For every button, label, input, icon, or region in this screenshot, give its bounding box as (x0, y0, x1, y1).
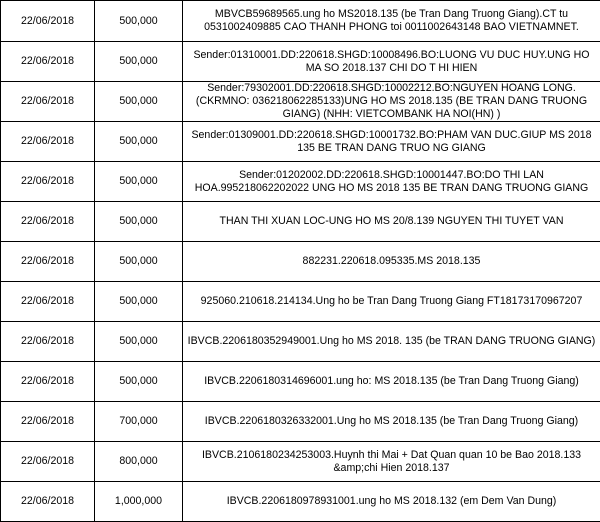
date-cell: 22/06/2018 (1, 402, 95, 442)
date-cell: 22/06/2018 (1, 42, 95, 82)
amount-cell: 500,000 (95, 242, 183, 282)
table-row (1, 162, 600, 202)
date-cell: 22/06/2018 (1, 202, 95, 242)
description-cell: IBVCB.2206180978931001.ung ho MS 2018.132 (em Dem Van Dung) (183, 482, 600, 522)
description-cell: Sender:01310001.DD:220618.SHGD:10008496.BO:LUONG VU DUC HUY.UNG HO MA SO 2018.137 CHI DO T HI HIEN (183, 42, 600, 82)
description-cell: Sender:01202002.DD:220618.SHGD:10001447.BO:DO THI LAN HOA.995218062202022 UNG HO MS 2018 135 BE TRAN DANG TRUONG GIANG (183, 162, 600, 202)
description-cell: THAN THI XUAN LOC-UNG HO MS 20/8.139 NGUYEN THI TUYET VAN (183, 202, 600, 242)
date-cell: 22/06/2018 (1, 482, 95, 522)
amount-cell: 700,000 (95, 402, 183, 442)
table-row (1, 282, 600, 322)
date-cell: 22/06/2018 (1, 1, 95, 42)
table-row (1, 122, 600, 162)
amount-cell: 500,000 (95, 162, 183, 202)
date-cell: 22/06/2018 (1, 282, 95, 322)
table-row (1, 1, 600, 42)
table-row (1, 242, 600, 282)
amount-cell: 800,000 (95, 442, 183, 482)
amount-cell: 1,000,000 (95, 482, 183, 522)
table-row (1, 202, 600, 242)
amount-cell: 500,000 (95, 282, 183, 322)
amount-cell: 500,000 (95, 202, 183, 242)
table-row (1, 442, 600, 482)
description-cell: IBVCB.2206180314696001.ung ho: MS 2018.135 (be Tran Dang Truong Giang) (183, 362, 600, 402)
description-cell: IBVCB.2206180326332001.Ung ho MS 2018.135 (be Tran Dang Truong Giang) (183, 402, 600, 442)
table-row (1, 402, 600, 442)
description-cell: 925060.210618.214134.Ung ho be Tran Dang Truong Giang FT18173170967207 (183, 282, 600, 322)
description-cell: Sender:01309001.DD:220618.SHGD:10001732.BO:PHAM VAN DUC.GIUP MS 2018 135 BE TRAN DANG TRUO NG GIANG (183, 122, 600, 162)
amount-cell: 500,000 (95, 122, 183, 162)
description-cell: Sender:79302001.DD:220618.SHGD:10002212.BO:NGUYEN HOANG LONG.(CKRMNO: 036218062285133)UNG HO MS 2018.135 (BE TRAN DANG TRUONG GIANG) (NHH: VIETCOMBANK HA NOI(HN) ) (183, 82, 600, 122)
amount-cell: 500,000 (95, 1, 183, 42)
date-cell: 22/06/2018 (1, 162, 95, 202)
description-cell: 882231.220618.095335.MS 2018.135 (183, 242, 600, 282)
date-cell: 22/06/2018 (1, 122, 95, 162)
table-row (1, 82, 600, 122)
date-cell: 22/06/2018 (1, 322, 95, 362)
table-row (1, 42, 600, 82)
amount-cell: 500,000 (95, 82, 183, 122)
amount-cell: 500,000 (95, 42, 183, 82)
date-cell: 22/06/2018 (1, 82, 95, 122)
table-row (1, 322, 600, 362)
table-row (1, 482, 600, 522)
date-cell: 22/06/2018 (1, 362, 95, 402)
description-cell: IBVCB.2106180234253003.Huynh thi Mai + Dat Quan quan 10 be Bao 2018.133 &amp;chi Hien 2018.137 (183, 442, 600, 482)
date-cell: 22/06/2018 (1, 442, 95, 482)
date-cell: 22/06/2018 (1, 242, 95, 282)
description-cell: MBVCB59689565.ung ho MS2018.135 (be Tran Dang Truong Giang).CT tu 0531002409885 CAO THANH PHONG toi 0011002643148 BAO VIETNAMNET. (183, 1, 600, 42)
table-row (1, 362, 600, 402)
amount-cell: 500,000 (95, 362, 183, 402)
amount-cell: 500,000 (95, 322, 183, 362)
description-cell: IBVCB.2206180352949001.Ung ho MS 2018. 135 (be TRAN DANG TRUONG GIANG) (183, 322, 600, 362)
